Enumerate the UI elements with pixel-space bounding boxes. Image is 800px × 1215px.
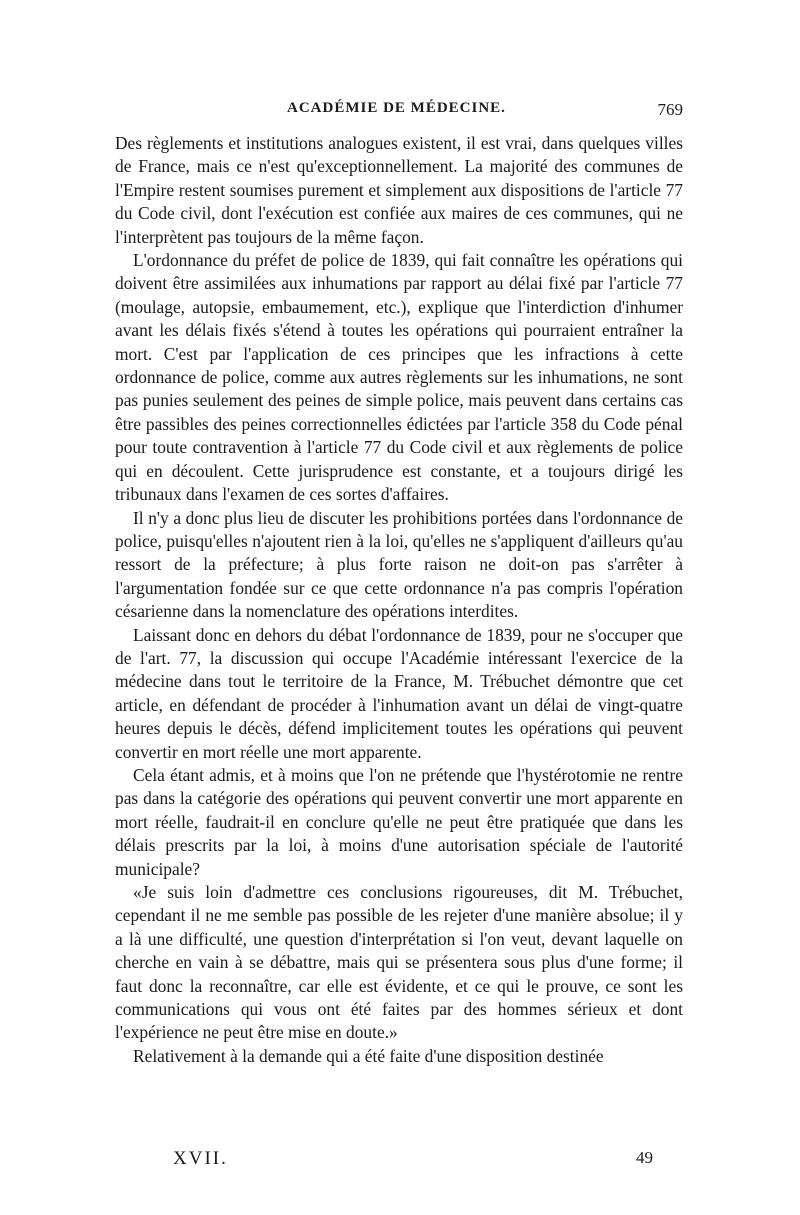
signature-mark: XVII.	[173, 1148, 228, 1169]
body-text	[115, 132, 683, 1068]
paragraph-1: Des règlements et institutions analogues existent, il est vrai, dans quelques villes de France, mais ce n'est qu'exceptionnellement. La majorité des communes de l'Empire restent soumises purement et simplement aux dispositions de l'article 77 du Code civil, dont l'exécution est confiée aux maires de ces communes, qui ne l'interprètent pas toujours de la même façon.	[115, 133, 683, 247]
page-header	[115, 100, 683, 128]
paragraph-7: Relativement à la demande qui a été faite d'une disposition destinée	[133, 1045, 604, 1066]
running-title: ACADÉMIE DE MÉDECINE.	[287, 100, 506, 116]
paragraph-2: L'ordonnance du préfet de police de 1839, qui fait connaître les opérations qui doivent être assimilées aux inhumations par rapport au délai fixé par l'article 77 (moulage, autopsie, embaumement, etc.), explique que l'interdiction d'inhumer avant les délais fixés s'étend à toutes les opérations qui pourraient entraîner la mort. C'est par l'application de ces principes que les infractions à cette ordonnance de police, comme aux autres règlements sur les inhumations, ne sont pas punies seulement des peines de simple police, mais peuvent dans certains cas être passibles des peines correctionnelles édictées par l'article 358 du Code pénal pour toute contravention à l'article 77 du Code civil et aux règlements de police qui en découlent. Cette jurisprudence est constante, et a toujours dirigé les tribunaux dans l'examen de ces sortes d'affaires.	[115, 250, 683, 505]
sheet-number: 49	[636, 1148, 653, 1167]
paragraph-5: Cela étant admis, et à moins que l'on ne prétende que l'hystérotomie ne rentre pas dans la catégorie des opérations qui peuvent convertir une mort apparente en mort réelle, faudrait-il en conclure qu'elle ne peut être pratiquée que dans les délais prescrits par la loi, à moins d'une autorisation spéciale de l'autorité municipale?	[115, 764, 683, 879]
paragraph-3: Il n'y a donc plus lieu de discuter les prohibitions portées dans l'ordonnance de police, puisqu'elles n'ajoutent rien à la loi, qu'elles ne s'appliquent d'ailleurs qu'au ressort de la préfecture; à plus forte raison ne doit-on pas s'arrêter à l'argumentation fondée sur ce que cette ordonnance n'a pas compris l'opération césarienne dans la nomenclature des opérations interdites.	[115, 507, 683, 622]
page-number: 769	[657, 100, 683, 119]
page-footer	[115, 1148, 683, 1176]
paragraph-6: «Je suis loin d'admettre ces conclusions rigoureuses, dit M. Trébuchet, cependant il ne me semble pas possible de les rejeter d'une manière absolue; il y a là une difficulté, une question d'interprétation si l'on veut, devant laquelle on cherche en vain à se débattre, mais qui se présentera sous plus d'une forme; il faut donc la reconnaître, car elle est évidente, et ce qui le prouve, ce sont les communications qui vous ont été faites par des hommes sérieux et dont l'expérience ne peut être mise en doute.»	[115, 882, 683, 1043]
paragraph-4: Laissant donc en dehors du débat l'ordonnance de 1839, pour ne s'occuper que de l'art. 77, la discussion qui occupe l'Académie intéressant l'exercice de la médecine dans tout le territoire de la France, M. Trébuchet démontre que cet article, en défendant de procéder à l'inhumation avant un délai de vingt-quatre heures depuis le décès, défend implicitement toutes les opérations qui peuvent convertir en mort réelle une mort apparente.	[115, 624, 683, 762]
